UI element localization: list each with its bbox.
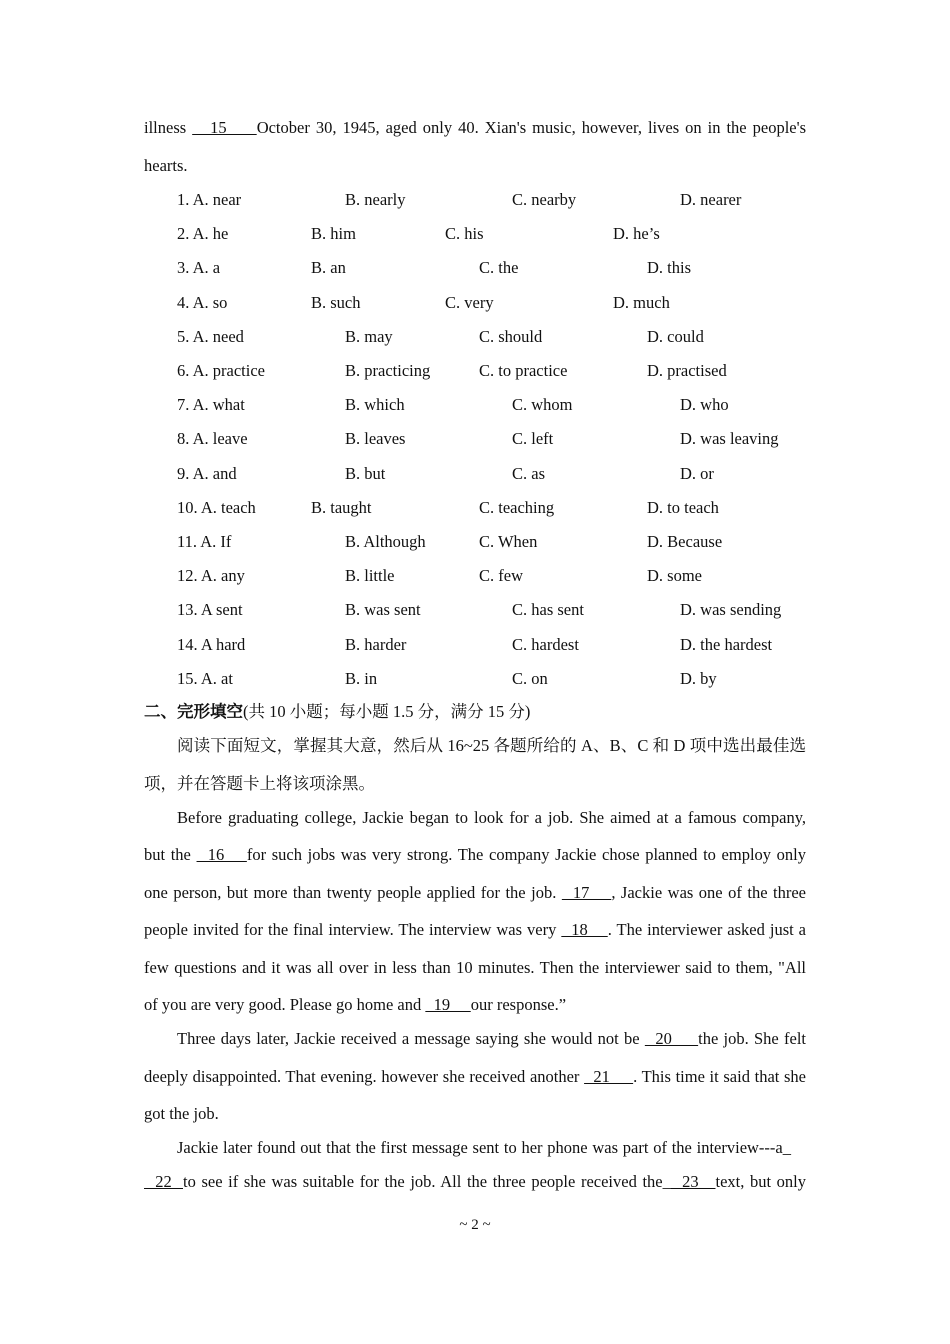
- blank-17: 17: [561, 883, 612, 902]
- option-d: D. or: [680, 463, 714, 483]
- blank-15: 15: [192, 118, 257, 137]
- option-c: C. the: [479, 258, 519, 278]
- option-d: D. Because: [647, 532, 723, 551]
- passage-line: [144, 118, 806, 138]
- option-a: 1. A. near: [177, 190, 242, 209]
- text: for such jobs was very strong. The company Jackie chose planned to employ only: [246, 845, 807, 864]
- option-d: D. some: [647, 566, 702, 586]
- option-d: D. who: [680, 395, 729, 415]
- option-row: [0, 327, 950, 347]
- page-number: ~ 2 ~: [459, 1217, 491, 1233]
- option-row: [0, 293, 950, 313]
- option-row: [0, 224, 950, 244]
- option-c: C. his: [445, 224, 484, 244]
- text: but the: [144, 845, 197, 864]
- option-b: B. taught: [311, 497, 372, 517]
- option-a: 14. A hard: [177, 634, 246, 654]
- option-b: B. was sent: [345, 600, 421, 620]
- cloze-line: Before graduating college, Jackie began to look for a job. She aimed at a famous company,: [177, 808, 806, 827]
- option-a: 2. A. he: [177, 224, 229, 244]
- option-a: 7. A. what: [177, 395, 245, 415]
- option-d: D. could: [647, 326, 704, 346]
- option-d: D. much: [613, 292, 670, 312]
- option-c: C. on: [512, 668, 548, 688]
- cloze-line: [144, 845, 806, 865]
- option-a: 4. A. so: [177, 292, 228, 312]
- section-title: 二、完形填空: [144, 702, 243, 721]
- passage-line: hearts.: [144, 156, 188, 175]
- option-c: C. teaching: [479, 497, 555, 517]
- option-b: B. harder: [345, 634, 407, 654]
- blank-21: 21: [584, 1067, 634, 1086]
- blank-19: 19: [425, 995, 471, 1014]
- option-a: 8. A. leave: [177, 429, 248, 449]
- text: October 30, 1945, aged only 40. Xian's music, however, lives on in the people's: [256, 118, 807, 137]
- option-d: D. to teach: [647, 497, 719, 517]
- section-info: (共 10 小题；每小题 1.5 分，满分 15 分): [243, 702, 531, 721]
- option-c: C. should: [479, 326, 543, 346]
- option-row: [0, 258, 950, 278]
- option-row: [0, 429, 950, 449]
- cloze-line: got the job.: [144, 1104, 219, 1123]
- cloze-line: [144, 883, 806, 903]
- option-row: [0, 566, 950, 586]
- option-row: [0, 498, 950, 518]
- text: to see if she was suitable for the job. All the three people received the_: [183, 1172, 671, 1191]
- option-a: 12. A. any: [177, 566, 245, 586]
- option-d: D. practised: [647, 361, 727, 380]
- blank-20: 20: [644, 1029, 699, 1048]
- cloze-line: few questions and it was all over in less than 10 minutes. Then the interviewer said to them, "All: [144, 958, 806, 977]
- blank-22: 22: [144, 1172, 183, 1191]
- option-c: C. left: [512, 429, 554, 449]
- option-d: D. nearer: [680, 190, 742, 209]
- option-c: C. whom: [512, 395, 573, 415]
- option-b: B. an: [311, 258, 346, 278]
- option-row: [0, 395, 950, 415]
- text: . This time it said that she: [633, 1067, 806, 1086]
- section-heading: [144, 702, 530, 722]
- option-c: C. When: [479, 532, 538, 551]
- text: text, but only: [715, 1172, 807, 1191]
- option-a: 6. A. practice: [177, 361, 265, 380]
- option-b: B. which: [345, 395, 405, 415]
- option-d: D. the hardest: [680, 634, 773, 654]
- cloze-line: [177, 1029, 806, 1049]
- option-d: D. was leaving: [680, 429, 779, 449]
- option-b: B. Although: [345, 532, 426, 551]
- option-a: 15. A. at: [177, 668, 233, 688]
- option-b: B. him: [311, 224, 356, 244]
- option-a: 9. A. and: [177, 463, 237, 483]
- cloze-line: [144, 1067, 806, 1087]
- text: one person, but more than twenty people applied for the job.: [144, 883, 562, 902]
- option-row: [0, 532, 950, 552]
- option-c: C. hardest: [512, 634, 579, 654]
- option-d: D. was sending: [680, 600, 782, 620]
- option-b: B. may: [345, 326, 393, 346]
- cloze-line: [144, 920, 806, 940]
- text: deeply disappointed. That evening. however she received another: [144, 1067, 585, 1086]
- blank-16: 16: [196, 845, 247, 864]
- option-a: 10. A. teach: [177, 497, 256, 517]
- option-d: D. he’s: [613, 224, 660, 244]
- text: our response.”: [470, 995, 567, 1014]
- option-b: B. but: [345, 463, 386, 483]
- option-b: B. in: [345, 668, 378, 688]
- text: the job. She felt: [698, 1029, 806, 1048]
- cloze-line: [144, 995, 806, 1015]
- text: . The interviewer asked just a: [607, 920, 807, 939]
- option-b: B. practicing: [345, 361, 431, 380]
- option-b: B. such: [311, 292, 361, 312]
- text: illness: [144, 118, 193, 137]
- text: , Jackie was one of the three: [611, 883, 806, 902]
- blank-18: 18: [561, 920, 608, 939]
- option-c: C. very: [445, 292, 494, 312]
- option-b: B. little: [345, 566, 395, 586]
- option-a: 5. A. need: [177, 326, 244, 346]
- option-row: [0, 190, 950, 210]
- blank-23: 23: [670, 1172, 716, 1191]
- option-b: B. leaves: [345, 429, 406, 449]
- option-c: C. few: [479, 566, 523, 586]
- cloze-line: Jackie later found out that the first message sent to her phone was part of the interview---a_: [177, 1138, 791, 1157]
- option-c: C. to practice: [479, 361, 568, 380]
- option-row: [0, 635, 950, 655]
- text: people invited for the final interview. The interview was very: [144, 920, 562, 939]
- option-d: D. by: [680, 668, 717, 688]
- option-d: D. this: [647, 258, 692, 278]
- option-c: C. has sent: [512, 600, 584, 620]
- instruction-line: 项，并在答题卡上将该项涂黑。: [144, 774, 375, 793]
- option-c: C. nearby: [512, 190, 577, 209]
- text: Three days later, Jackie received a message saying she would not be: [177, 1029, 645, 1048]
- option-b: B. nearly: [345, 190, 406, 209]
- option-row: [0, 361, 950, 381]
- instruction-line: 阅读下面短文，掌握其大意，然后从 16~25 各题所给的 A、B、C 和 D 项中选出最佳选: [177, 736, 806, 755]
- text: of you are very good. Please go home and: [144, 995, 426, 1014]
- option-c: C. as: [512, 463, 545, 483]
- option-row: [0, 464, 950, 484]
- option-a: 11. A. If: [177, 532, 232, 551]
- option-a: 3. A. a: [177, 258, 221, 278]
- option-a: 13. A sent: [177, 600, 243, 620]
- cloze-line: [144, 1172, 806, 1192]
- option-row: [0, 600, 950, 620]
- option-row: [0, 669, 950, 689]
